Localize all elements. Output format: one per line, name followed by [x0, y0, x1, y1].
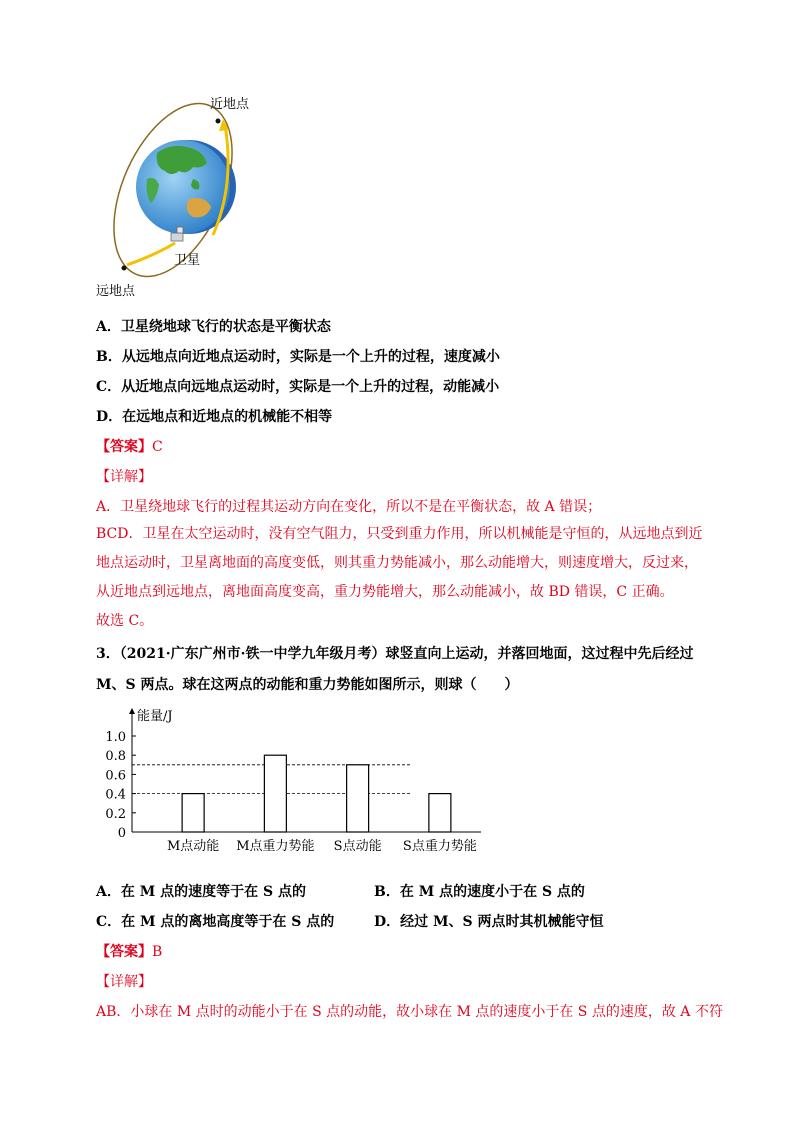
y-tick-label: 0 [117, 826, 126, 841]
x-category-label: M点重力势能 [236, 839, 315, 854]
q3-option-c: C．在 M 点的离地高度等于在 S 点的 [96, 914, 335, 930]
q2-detail-line: 从近地点到远地点，离地面高度变高，重力势能增大，那么动能减小，故 BD 错误，C 正确。 [96, 584, 674, 600]
answer-tag: 【答案】 [96, 944, 152, 960]
trajectory-lower [127, 243, 175, 265]
q2-detail-tag: 【详解】 [96, 469, 152, 485]
q3-stem-line2: M、S 两点。球在这两点的动能和重力势能如图所示，则球（ ） [96, 677, 519, 693]
answer-value: B [152, 944, 163, 960]
y-tick-label: 0.6 [105, 768, 126, 784]
bar [182, 794, 204, 832]
perigee-label: 近地点 [210, 97, 250, 112]
orbit-figure [95, 95, 255, 300]
q3-detail-tag: 【详解】 [96, 974, 152, 990]
q2-answer [96, 436, 163, 456]
q3-detail-line: AB．小球在 M 点时的动能小于在 S 点的动能，故小球在 M 点的速度小于在 S 点的速度，故 A 不符 [96, 1004, 723, 1020]
answer-value: C [152, 439, 163, 455]
q2-option-b: B．从远地点向近地点运动时，实际是一个上升的过程，速度减小 [96, 349, 500, 365]
q2-option-c: C．从近地点向远地点运动时，实际是一个上升的过程，动能减小 [96, 379, 500, 395]
q3-answer [96, 941, 162, 961]
y-tick-label: 0.8 [105, 749, 126, 765]
energy-bar-chart [96, 700, 496, 860]
answer-tag: 【答案】 [96, 439, 152, 455]
perigee-dot [216, 119, 221, 124]
x-category-label: S点动能 [333, 839, 382, 854]
q2-detail-line: 地点运动时，卫星离地面的高度变低，则其重力势能减小，那么动能增大，则速度增大，反过来， [96, 555, 698, 571]
q2-detail-line: A．卫星绕地球飞行的过程其运动方向在变化，所以不是在平衡状态，故 A 错误； [96, 499, 602, 515]
y-axis-label: 能量/J [137, 709, 173, 724]
y-tick-label: 1.0 [105, 730, 126, 745]
q3-option-a: A．在 M 点的速度等于在 S 点的 [96, 884, 306, 900]
orbit-diagram [95, 95, 255, 300]
y-tick-label: 0.4 [105, 787, 126, 803]
q2-detail-line: 故选 C。 [96, 613, 154, 629]
x-category-label: S点重力势能 [402, 839, 477, 854]
q3-option-d: D．经过 M、S 两点时其机械能守恒 [374, 914, 604, 930]
q2-option-a: A．卫星绕地球飞行的状态是平衡状态 [96, 319, 331, 335]
bar [347, 765, 369, 832]
y-axis-arrow-icon [129, 708, 135, 714]
q3-stem-line1: 3．（2021·广东广州市·铁一中学九年级月考）球竖直向上运动，并落回地面，这过程中先后经过 [96, 646, 694, 662]
satellite-label: 卫星 [174, 253, 201, 268]
bar [264, 755, 286, 832]
q2-detail-line: BCD．卫星在太空运动时，没有空气阻力，只受到重力作用，所以机械能是守恒的，从远地点到近 [96, 526, 703, 542]
y-tick-label: 0.2 [105, 806, 126, 822]
x-category-label: M点动能 [166, 839, 220, 854]
apogee-dot [122, 266, 127, 271]
energy-chart [96, 700, 496, 860]
q3-option-b: B．在 M 点的速度小于在 S 点的 [374, 884, 585, 900]
bar [429, 794, 451, 832]
apogee-label: 远地点 [96, 284, 136, 299]
q2-option-d: D．在远地点和近地点的机械能不相等 [96, 409, 333, 425]
